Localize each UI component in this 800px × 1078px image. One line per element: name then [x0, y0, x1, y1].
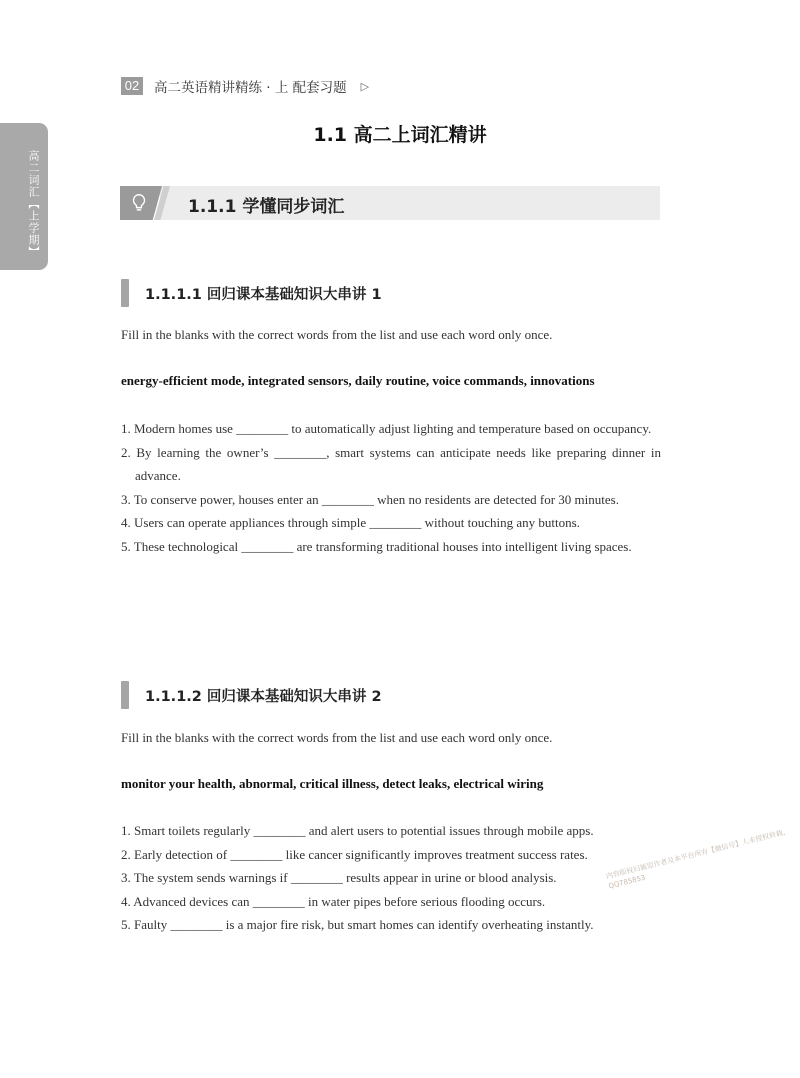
subsection-heading-bar [121, 279, 129, 307]
exercise-item: 4. Users can operate appliances through simple ________ without touching any buttons. [121, 515, 580, 530]
page-number: 02 [121, 77, 143, 95]
play-arrow-icon: ▷ [360, 80, 370, 93]
main-title: 1.1 高二上词汇精讲 [313, 124, 487, 146]
exercise-item: 1. Modern homes use ________ to automatically adjust lighting and temperature based on occupancy. [121, 421, 652, 436]
exercise-item: 2. Early detection of ________ like cancer significantly improves treatment success rates. [121, 846, 588, 862]
word-list: energy-efficient mode, integrated sensors, daily routine, voice commands, innovations [121, 373, 595, 388]
exercise-item: 4. Advanced devices can ________ in water pipes before serious flooding occurs. [121, 893, 546, 909]
exercise-item: 3. To conserve power, houses enter an ________ when no residents are detected for 30 minutes. [121, 491, 619, 507]
exercise-item: 3. The system sends warnings if ________ results appear in urine or blood analysis. [121, 870, 557, 885]
subsection-heading [121, 279, 382, 307]
exercise-items [121, 819, 661, 937]
subsection-heading-bar [121, 681, 129, 709]
page-header [121, 76, 369, 96]
lightbulb-icon [128, 192, 150, 214]
section-banner-title: 1.1.1 学懂同步词汇 [188, 197, 345, 217]
side-chapter-tab-label: 高二词汇【上学期】 [27, 150, 40, 258]
subsection-heading-title: 1.1.1.2 回归课本基础知识大串讲 2 [145, 688, 382, 705]
subsection-heading [121, 681, 382, 709]
exercise-item: 1. Smart toilets regularly ________ and alert users to potential issues through mobile apps. [121, 823, 594, 838]
exercise-item: 5. These technological ________ are transforming traditional houses into intelligent living spaces. [121, 538, 632, 554]
subsection-heading-title: 1.1.1.1 回归课本基础知识大串讲 1 [145, 286, 382, 303]
word-list: monitor your health, abnormal, critical illness, detect leaks, electrical wiring [121, 776, 544, 791]
exercise-instruction: Fill in the blanks with the correct words from the list and use each word only once. [121, 327, 553, 342]
watermark-stamp: 内容版权归属原作者及本平台所有【微信号】人未授权转载，QQ785853 [605, 827, 791, 891]
book-title: 高二英语精讲精练 · 上 配套习题 [154, 80, 347, 96]
exercise-instruction: Fill in the blanks with the correct words from the list and use each word only once. [121, 730, 553, 745]
section-banner [120, 186, 660, 220]
exercise-items [121, 417, 661, 558]
exercise-item: 5. Faulty ________ is a major fire risk, but smart homes can identify overheating instantly. [121, 917, 594, 932]
exercise-item: 2. By learning the owner’s ________, smart systems can anticipate needs like preparing dinner in advance. [121, 444, 661, 483]
